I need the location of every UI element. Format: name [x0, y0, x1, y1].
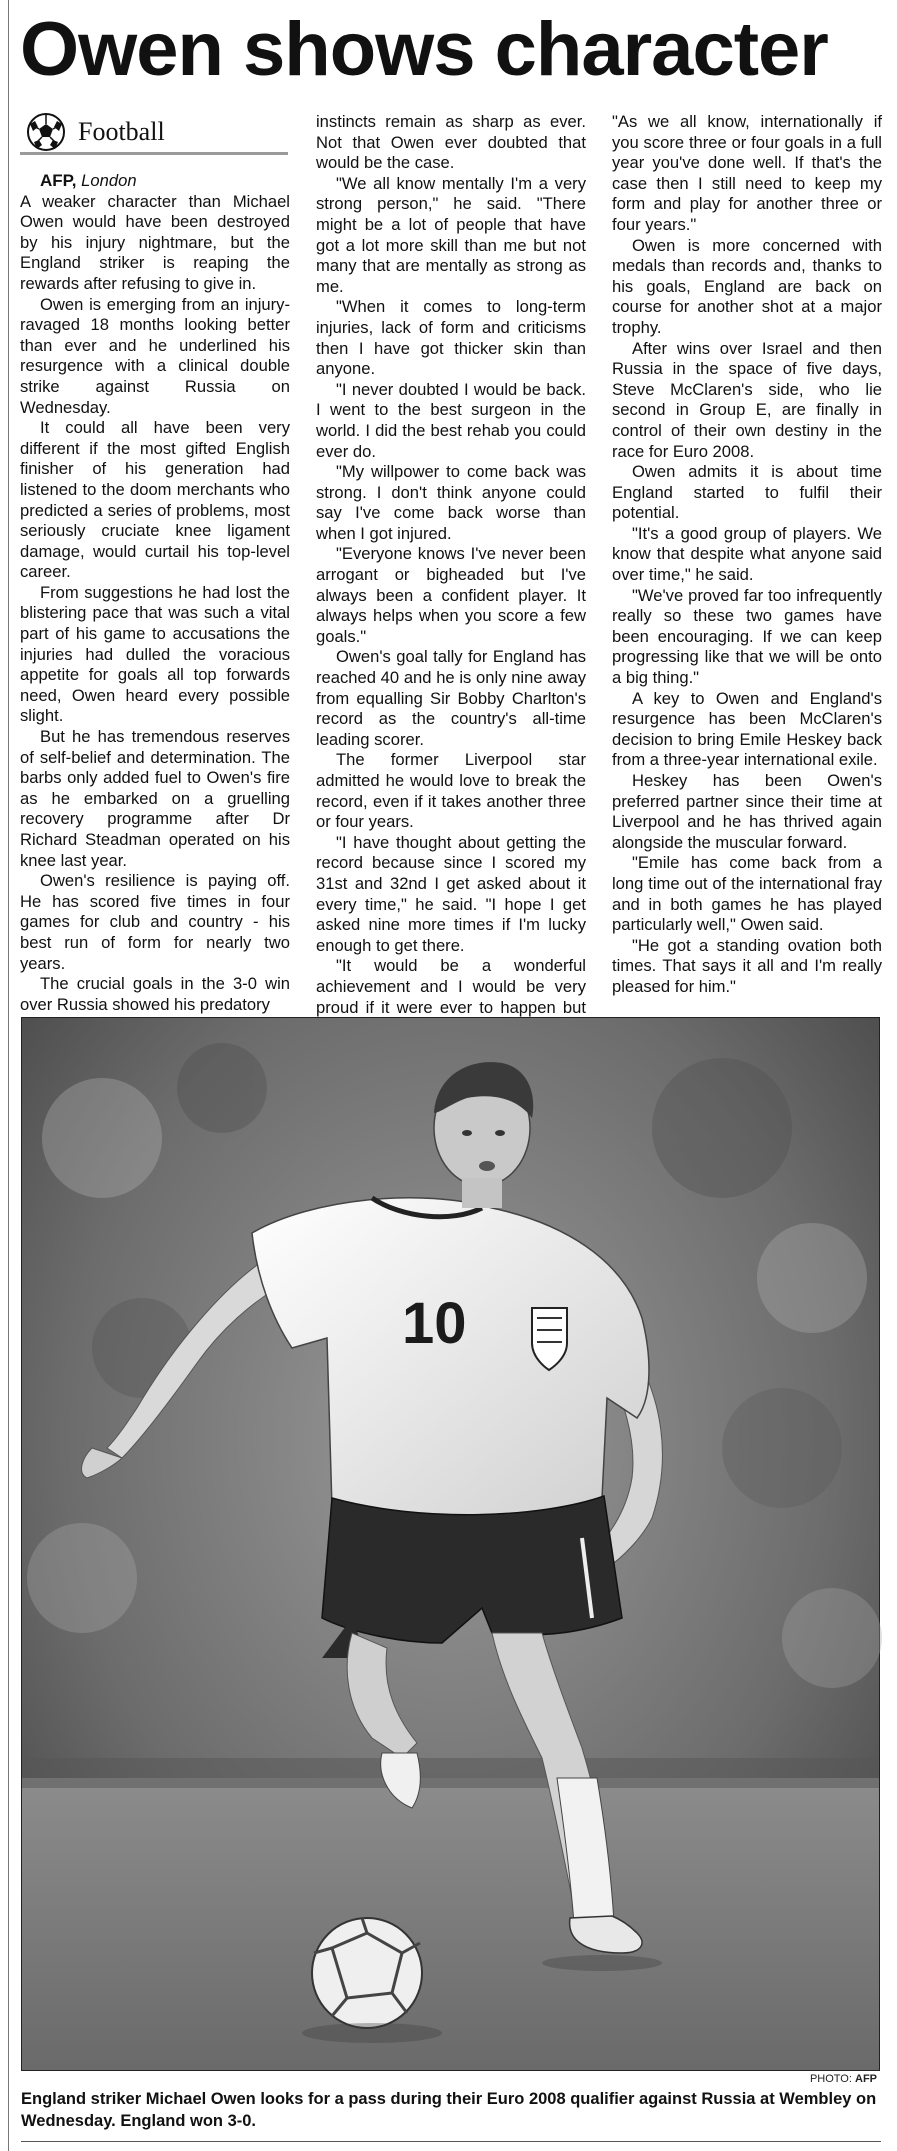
paragraph: "It would be a wonderful achievement and I would be very proud if it were ever to happen but	[316, 956, 586, 1017]
photo-caption: England striker Michael Owen looks for a pass during their Euro 2008 qualifier against Russia at Wembley on Wednesday. England won 3-0.	[21, 2090, 877, 2130]
football-icon	[20, 112, 72, 152]
paragraph: "Everyone knows I've never been arrogant or bigheaded but I've always been a confident player. It always helps when you score a few goals."	[316, 544, 586, 646]
photo-credit	[810, 2073, 877, 2085]
byline-city: London	[81, 171, 137, 190]
paragraph: "I have thought about getting the record because since I scored my 31st and 32nd I get asked about it every time," he said. "I hope I get asked nine more times if I'm lucky enough to get there.	[316, 832, 586, 955]
paragraph: A key to Owen and England's resurgence has been McClaren's decision to bring Emile Heskey back from a three-year international exile.	[612, 688, 882, 770]
bottom-rule	[21, 2141, 881, 2142]
paragraph: The former Liverpool star admitted he would love to break the record, even if it takes another three or four years.	[316, 750, 586, 832]
paragraph: Owen is more concerned with medals than records and, thanks to his goals, England are back on course for another shot at a major trophy.	[612, 235, 882, 337]
photo-credit-label: PHOTO:	[809, 2073, 852, 2085]
paragraph: "Emile has come back from a long time out of the international fray and in both games he has played particularly well," Owen said.	[612, 853, 882, 935]
paragraph: "I never doubted I would be back. I went to the best surgeon in the world. I did the best rehab you could ever do.	[316, 379, 586, 461]
paragraph: From suggestions he had lost the blistering pace that was such a vital part of his game to accusations the injuries had dulled the voracious appetite for goals all top forwards need, Owen heard every possible slight.	[20, 582, 290, 726]
paragraph: instincts remain as sharp as ever. Not that Owen ever doubted that would be the case.	[316, 112, 586, 173]
paragraph: "He got a standing ovation both times. That says it all and I'm really pleased for him."	[612, 935, 882, 996]
photo-credit-source: AFP	[855, 2073, 877, 2085]
column-1	[20, 112, 290, 1039]
paragraph: After wins over Israel and then Russia in the space of five days, Steve McClaren's side, who lie second in Group E, are finally in control of their own destiny in the race for Euro 2008.	[612, 338, 882, 461]
paragraph: The crucial goals in the 3-0 win over Russia showed his predatory	[20, 974, 290, 1014]
paragraph: It could all have been very different if the most gifted English finisher of his generation had listened to the doom merchants who predicted a series of problems, most seriously cruciate knee ligament damage, would curtail his top-level career.	[20, 418, 290, 582]
paragraph: But he has tremendous reserves of self-belief and determination. The barbs only added fuel to Owen's fire as he embarked on a gruelling recovery programme after Dr Richard Steadman operated on his knee last year.	[20, 727, 290, 870]
paragraph: "My willpower to come back was strong. I don't think anyone could say I've come back worse than when I got injured.	[316, 462, 586, 543]
paragraph: Owen's resilience is paying off. He has scored five times in four games for club and country - his best run of form for nearly two years.	[20, 871, 290, 973]
article-body	[20, 112, 882, 1017]
paragraph: "It's a good group of players. We know that despite what anyone said over time," he said.	[612, 523, 882, 585]
paragraph: Heskey has been Owen's preferred partner since their time at Liverpool and he has thrived again alongside the muscular forward.	[612, 771, 882, 852]
paragraph: "As we all know, internationally if you score three or four goals in a full year you've done well. If that's the case then I still need to keep my form and play for another three or four years."	[612, 112, 882, 234]
byline-agency: AFP,	[40, 171, 77, 190]
section-label: Football	[78, 117, 165, 146]
article-photo	[21, 1017, 880, 2071]
paragraph: "We've proved far too infrequently really so these two games have been encouraging. If we can keep progressing like that we will be onto a big thing."	[612, 585, 882, 688]
column-2	[316, 112, 586, 1039]
player-photo-illustration	[22, 1018, 879, 2070]
paragraph: A weaker character than Michael Owen would have been destroyed by his injury nightmare, but the England striker is reaping the rewards after refusing to give in.	[20, 191, 290, 293]
paragraph: Owen's goal tally for England has reached 40 and he is only nine away from equalling Sir Bobby Charlton's record as the country's all-time leading scorer.	[316, 647, 586, 749]
paragraph: "When it comes to long-term injuries, lack of form and criticisms then I have got thicker skin than anyone.	[316, 297, 586, 379]
left-column-rule	[8, 0, 9, 2151]
football-ball	[312, 1918, 422, 2028]
paragraph: Owen admits it is about time England started to fulfil their potential.	[612, 462, 882, 523]
byline	[20, 171, 290, 192]
column-3	[612, 112, 882, 1039]
headline: Owen shows character	[20, 7, 828, 92]
section-header	[20, 112, 288, 155]
shirt-number: 10	[402, 1291, 467, 1356]
paragraph: Owen is emerging from an injury-ravaged 18 months looking better than ever and he underlined his resurgence with a clinical double strike against Russia on Wednesday.	[20, 294, 290, 417]
paragraph: "We all know mentally I'm a very strong person," he said. "There might be a lot of people that have got a lot more skill than me but not many that are mentally as strong as me.	[316, 173, 586, 296]
